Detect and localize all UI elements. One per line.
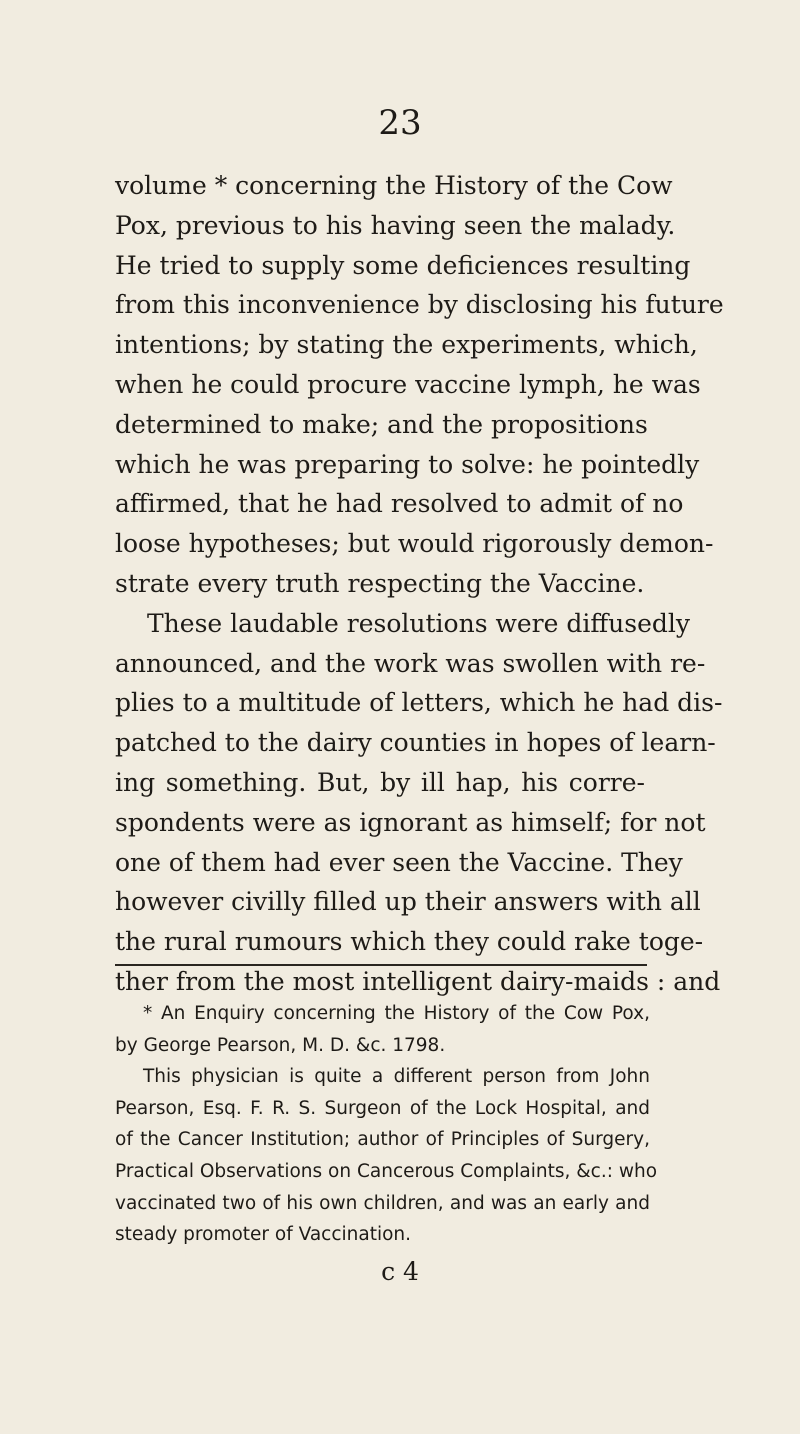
footnote-line: of the Cancer Institution; author of Principles of Surgery, xyxy=(115,1129,650,1151)
body-line: These laudable resolutions were diffusedly xyxy=(147,608,690,638)
footnote-line: This physician is quite a different person from John xyxy=(143,1066,650,1088)
body-line: announced, and the work was swollen with re- xyxy=(115,648,706,678)
body-line: one of them had ever seen the Vaccine. They xyxy=(115,847,683,877)
body-line: plies to a multitude of letters, which he had dis- xyxy=(115,688,723,718)
body-line: patched to the dairy counties in hopes of learn- xyxy=(115,728,716,758)
body-line: ther from the most intelligent dairy-maids : and xyxy=(115,966,721,996)
body-text xyxy=(115,166,724,1002)
body-line: which he was preparing to solve: he pointedly xyxy=(115,449,700,479)
body-line: spondents were as ignorant as himself; for not xyxy=(115,807,706,837)
footnote-line: vaccinated two of his own children, and was an early and xyxy=(115,1192,650,1214)
footnote-divider xyxy=(115,964,647,966)
body-line: determined to make; and the propositions xyxy=(115,409,648,439)
body-line: volume * concerning the History of the Cow xyxy=(115,171,673,200)
body-line: however civilly filled up their answers with all xyxy=(115,887,701,917)
body-line: He tried to supply some deficiences resulting xyxy=(115,250,691,280)
footnote xyxy=(115,998,658,1251)
body-line: strate every truth respecting the Vaccine. xyxy=(115,568,645,598)
body-line: the rural rumours which they could rake toge- xyxy=(115,927,704,957)
footnote-line: Practical Observations on Cancerous Complaints, &c.: who xyxy=(115,1160,658,1182)
footnote-line: Pearson, Esq. F. R. S. Surgeon of the Lock Hospital, and xyxy=(115,1097,650,1119)
body-line: when he could procure vaccine lymph, he was xyxy=(115,369,701,399)
body-line: Pox, previous to his having seen the malady. xyxy=(115,210,676,240)
body-line: from this inconvenience by disclosing his future xyxy=(115,290,724,320)
body-line: affirmed, that he had resolved to admit of no xyxy=(115,489,684,519)
signature-mark: c 4 xyxy=(381,1257,419,1286)
body-line: loose hypotheses; but would rigorously demon- xyxy=(115,529,714,559)
page-number: 23 xyxy=(378,103,422,143)
body-line: ing something. But, by ill hap, his corre- xyxy=(115,767,645,797)
footnote-line: * An Enquiry concerning the History of the Cow Pox, xyxy=(143,1003,650,1024)
footnote-line: by George Pearson, M. D. &c. 1798. xyxy=(115,1034,446,1056)
body-line: intentions; by stating the experiments, which, xyxy=(115,330,698,360)
footnote-line: steady promoter of Vaccination. xyxy=(115,1224,412,1246)
